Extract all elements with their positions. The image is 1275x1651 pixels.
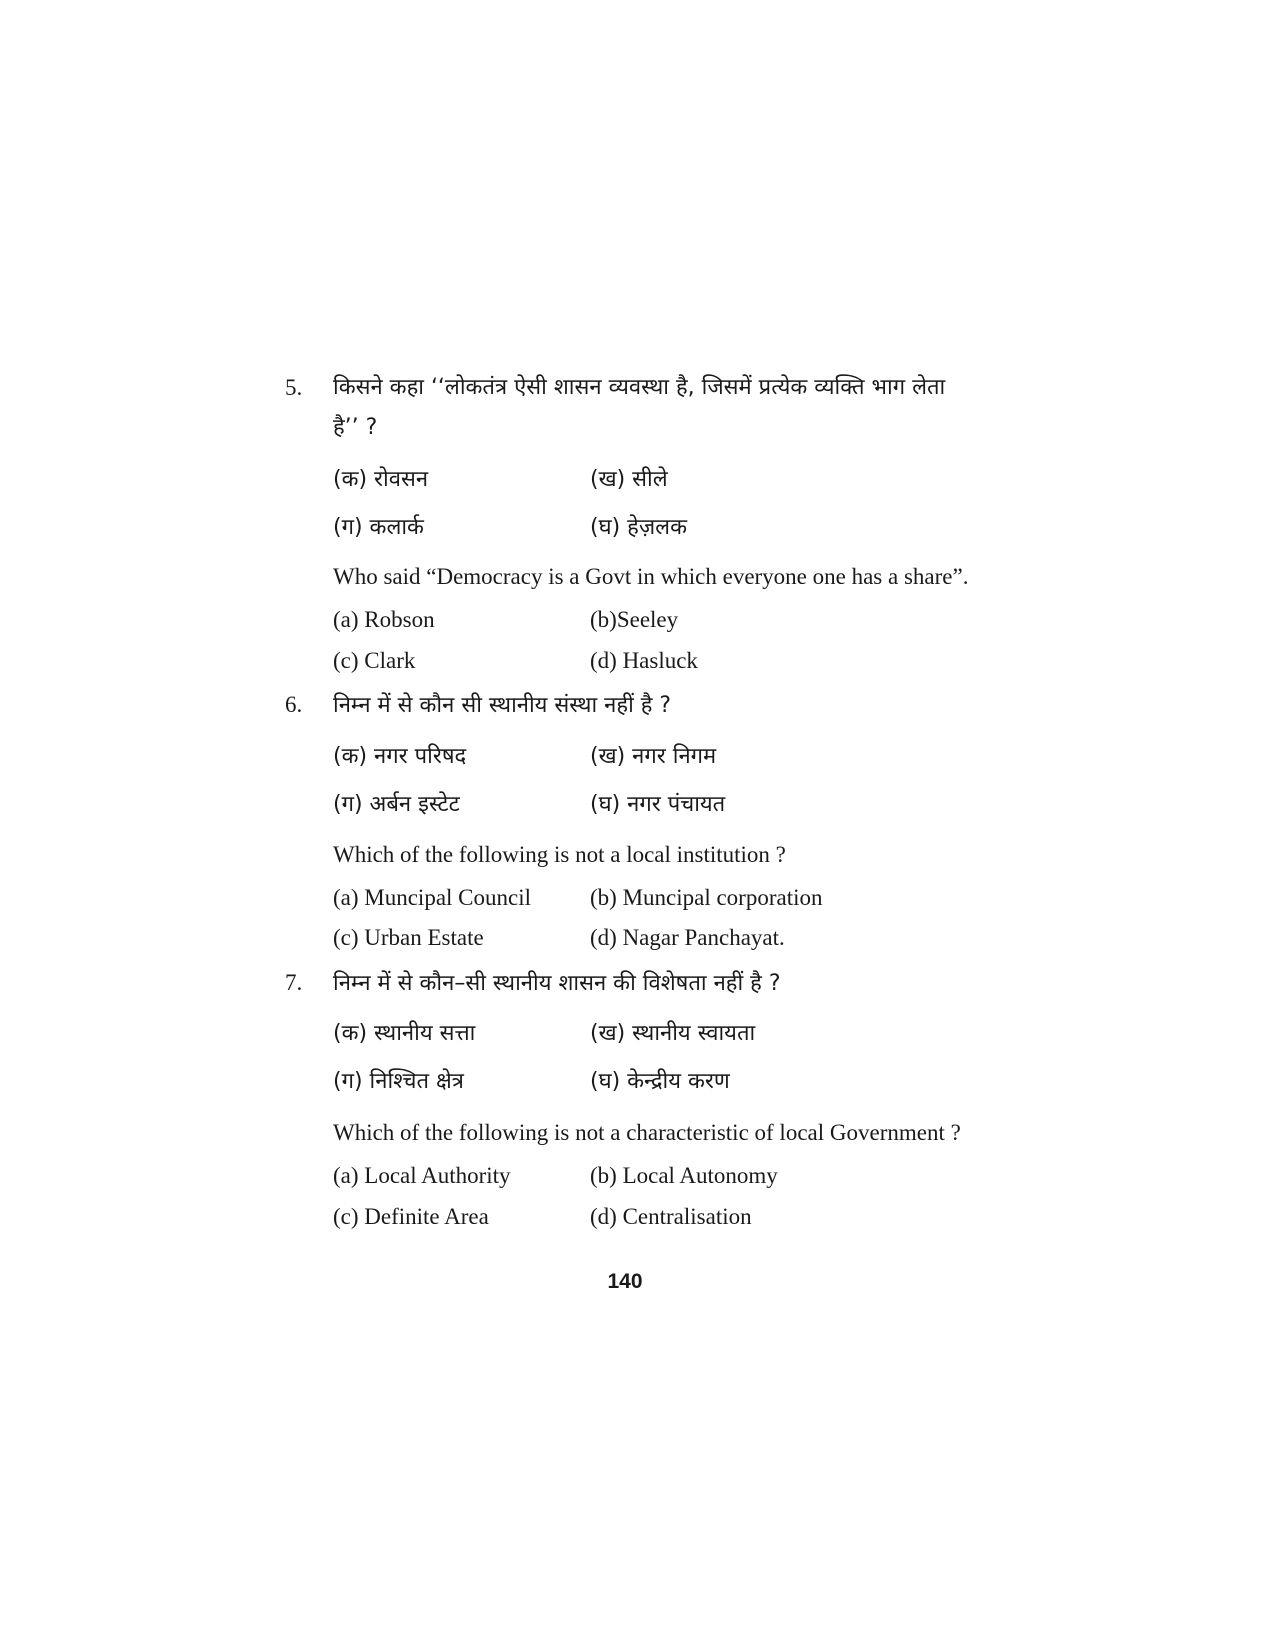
question-number: 6. bbox=[285, 692, 303, 717]
english-question-text: Which of the following is not a local institution ? bbox=[333, 842, 786, 867]
hindi-option-kha: (ख) सीले bbox=[590, 467, 668, 492]
page-number: 140 bbox=[607, 1270, 643, 1293]
hindi-option-ga: (ग) निश्चित क्षेत्र bbox=[333, 1069, 464, 1094]
english-question-text: Which of the following is not a characteristic of local Government ? bbox=[333, 1120, 961, 1145]
hindi-option-ga: (ग) कलार्क bbox=[333, 515, 424, 540]
english-option-c: (c) Definite Area bbox=[333, 1204, 489, 1229]
hindi-option-ga: (ग) अर्बन इस्टेट bbox=[333, 792, 460, 817]
hindi-question-text: निम्न में से कौन सी स्थानीय संस्था नहीं है ? bbox=[333, 693, 672, 718]
english-option-c: (c) Urban Estate bbox=[333, 925, 484, 950]
hindi-option-kha: (ख) स्थानीय स्वायता bbox=[590, 1021, 756, 1046]
hindi-option-ka: (क) नगर परिषद bbox=[333, 744, 467, 769]
english-option-a: (a) Local Authority bbox=[333, 1163, 511, 1188]
hindi-question-text: किसने कहा ‘‘लोकतंत्र ऐसी शासन व्यवस्था है, जिसमें प्रत्येक व्यक्ति भाग लेता है’’ ? bbox=[333, 375, 946, 440]
hindi-option-ka: (क) रोवसन bbox=[333, 467, 429, 492]
english-option-d: (d) Centralisation bbox=[590, 1204, 752, 1229]
english-option-c: (c) Clark bbox=[333, 648, 416, 673]
english-option-a: (a) Muncipal Council bbox=[333, 885, 532, 910]
english-option-d: (d) Hasluck bbox=[590, 648, 698, 673]
english-option-b: (b) Muncipal corporation bbox=[590, 885, 823, 910]
english-option-b: (b) Local Autonomy bbox=[590, 1163, 778, 1188]
hindi-question-text: निम्न में से कौन–सी स्थानीय शासन की विशेषता नहीं है ? bbox=[333, 971, 781, 996]
english-option-b: (b)Seeley bbox=[590, 607, 679, 632]
hindi-option-kha: (ख) नगर निगम bbox=[590, 744, 717, 769]
english-option-a: (a) Robson bbox=[333, 607, 435, 632]
hindi-option-gha: (घ) नगर पंचायत bbox=[590, 792, 726, 817]
english-question-text: Who said “Democracy is a Govt in which everyone one has a share”. bbox=[333, 564, 969, 589]
question-number: 5. bbox=[285, 375, 303, 400]
question-number: 7. bbox=[285, 970, 303, 995]
hindi-option-gha: (घ) केन्द्रीय करण bbox=[590, 1069, 730, 1094]
english-option-d: (d) Nagar Panchayat. bbox=[590, 925, 785, 950]
hindi-option-gha: (घ) हेज़लक bbox=[590, 515, 687, 540]
hindi-option-ka: (क) स्थानीय सत्ता bbox=[333, 1021, 476, 1046]
